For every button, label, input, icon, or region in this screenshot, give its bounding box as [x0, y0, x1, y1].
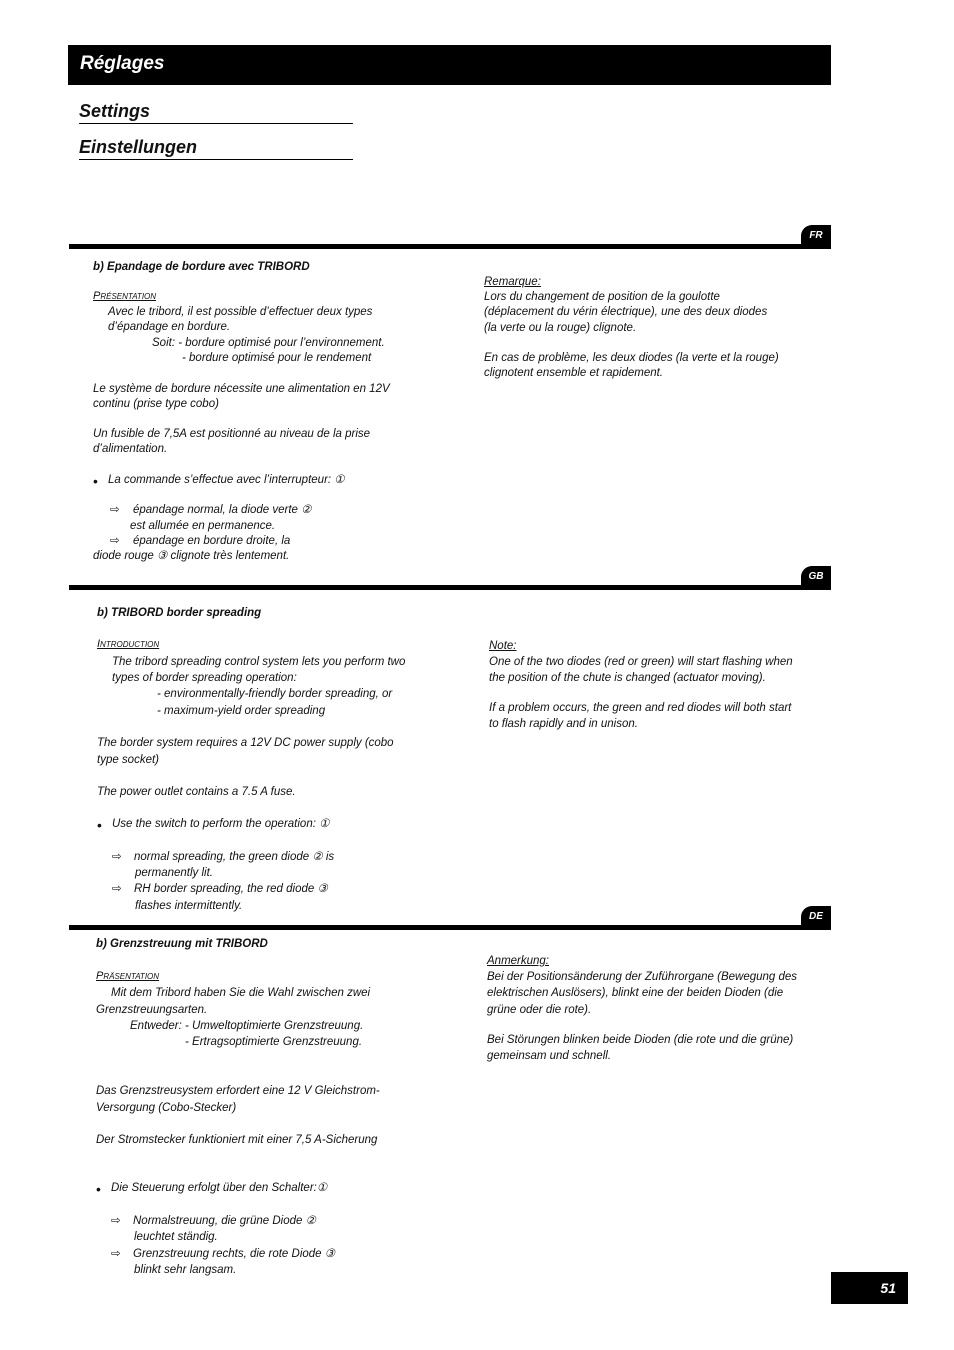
fr-text: Soit: - bordure optimisé pour l’environnement. [152, 337, 385, 349]
de-text: Versorgung (Cobo-Stecker) [96, 1102, 237, 1114]
de-text: Das Grenzstreusystem erfordert eine 12 V Gleichstrom- [96, 1085, 380, 1097]
gb-text: normal spreading, the green diode ② is [134, 851, 335, 863]
fr-text: Un fusible de 7,5A est positionné au niveau de la prise [93, 428, 371, 440]
badge-fr: FR [801, 225, 831, 247]
fr-text: La commande s’effectue avec l’interrupteur: ① [108, 474, 345, 486]
fr-text: d’alimentation. [93, 443, 168, 455]
gb-intro-label: Introduction [97, 638, 160, 650]
gb-heading: b) TRIBORD border spreading [97, 607, 262, 619]
page-title: Réglages [80, 53, 165, 74]
de-text: - Ertragsoptimierte Grenzstreuung. [185, 1036, 363, 1048]
section-rule-de [69, 925, 831, 930]
de-text: Der Stromstecker funktioniert mit einer 7,5 A-Sicherung [96, 1134, 378, 1146]
de-text: leuchtet ständig. [134, 1231, 218, 1243]
fr-text: Le système de bordure nécessite une alimentation en 12V [93, 383, 390, 395]
arrow-right-icon: ⇨ [110, 504, 120, 516]
fr-text: continu (prise type cobo) [93, 398, 219, 410]
de-text: Grenzstreuungsarten. [96, 1004, 208, 1016]
gb-text: - environmentally-friendly border spreading, or [157, 688, 393, 700]
gb-note-text: the position of the chute is changed (actuator moving). [489, 672, 766, 684]
de-text: Entweder: - Umweltoptimierte Grenzstreuung. [130, 1020, 364, 1032]
gb-text: type socket) [97, 754, 159, 766]
bullet-icon: • [93, 473, 98, 489]
de-text: Grenzstreuung rechts, die rote Diode ③ [133, 1248, 336, 1260]
fr-text: d’épandage en bordure. [108, 321, 231, 333]
fr-text: est allumée en permanence. [130, 520, 276, 532]
fr-note-text: Lors du changement de position de la goulotte [484, 291, 720, 303]
arrow-right-icon: ⇨ [112, 851, 122, 863]
gb-text: permanently lit. [135, 867, 213, 879]
arrow-right-icon: ⇨ [111, 1248, 121, 1260]
de-text: Mit dem Tribord haben Sie die Wahl zwischen zwei [111, 987, 371, 999]
badge-gb: GB [801, 566, 831, 588]
gb-text: types of border spreading operation: [112, 672, 297, 684]
arrow-right-icon: ⇨ [110, 535, 120, 547]
arrow-right-icon: ⇨ [112, 883, 122, 895]
gb-note-text: to flash rapidly and in unison. [489, 718, 638, 730]
section-rule-gb [69, 585, 831, 590]
header-bar [68, 45, 831, 85]
badge-de: DE [801, 906, 831, 928]
gb-text: The tribord spreading control system lets you perform two [112, 656, 406, 668]
gb-text: - maximum-yield order spreading [157, 705, 326, 717]
fr-text: Avec le tribord, il est possible d’effectuer deux types [108, 306, 373, 318]
fr-note-label: Remarque: [484, 276, 541, 288]
bullet-icon: • [97, 817, 102, 833]
de-note-text: gemeinsam und schnell. [487, 1050, 612, 1062]
gb-text: RH border spreading, the red diode ③ [134, 883, 328, 895]
gb-text: The border system requires a 12V DC power supply (cobo [97, 737, 394, 749]
de-text: Die Steuerung erfolgt über den Schalter:① [111, 1182, 328, 1194]
de-note-label: Anmerkung: [487, 955, 550, 967]
gb-note-label: Note: [489, 640, 517, 652]
subtitle-einstellungen: Einstellungen [79, 137, 353, 160]
subtitle-settings: Settings [79, 101, 353, 124]
fr-note-text: (la verte ou la rouge) clignote. [484, 322, 637, 334]
fr-text: diode rouge ③ clignote très lentement. [93, 550, 290, 562]
fr-heading: b) Epandage de bordure avec TRIBORD [93, 261, 310, 273]
de-text: Normalstreuung, die grüne Diode ② [133, 1215, 316, 1227]
section-rule-fr [69, 244, 831, 249]
gb-text: flashes intermittently. [135, 900, 243, 912]
fr-intro-label: Présentation [93, 290, 157, 302]
fr-note-text: En cas de problème, les deux diodes (la verte et la rouge) [484, 352, 779, 364]
bullet-icon: • [96, 1181, 101, 1197]
fr-note-text: (déplacement du vérin électrique), une des deux diodes [484, 306, 768, 318]
gb-note-text: One of the two diodes (red or green) will start flashing when [489, 656, 793, 668]
de-text: blinkt sehr langsam. [134, 1264, 237, 1276]
gb-text: Use the switch to perform the operation: ① [112, 818, 330, 830]
fr-text: - bordure optimisé pour le rendement [182, 352, 372, 364]
gb-text: The power outlet contains a 7.5 A fuse. [97, 786, 296, 798]
page-number: 51 [831, 1272, 908, 1304]
de-note-text: grüne oder die rote). [487, 1004, 592, 1016]
de-heading: b) Grenzstreuung mit TRIBORD [96, 938, 268, 950]
de-note-text: elektrischen Auslösers), blinkt eine der beiden Dioden (die [487, 987, 784, 999]
gb-note-text: If a problem occurs, the green and red diodes will both start [489, 702, 792, 714]
fr-text: épandage normal, la diode verte ② [133, 504, 312, 516]
arrow-right-icon: ⇨ [111, 1215, 121, 1227]
fr-text: épandage en bordure droite, la [133, 535, 291, 547]
de-note-text: Bei Störungen blinken beide Dioden (die rote und die grüne) [487, 1034, 794, 1046]
de-note-text: Bei der Positionsänderung der Zuführorgane (Bewegung des [487, 971, 798, 983]
de-intro-label: Präsentation [96, 970, 160, 982]
fr-note-text: clignotent ensemble et rapidement. [484, 367, 663, 379]
